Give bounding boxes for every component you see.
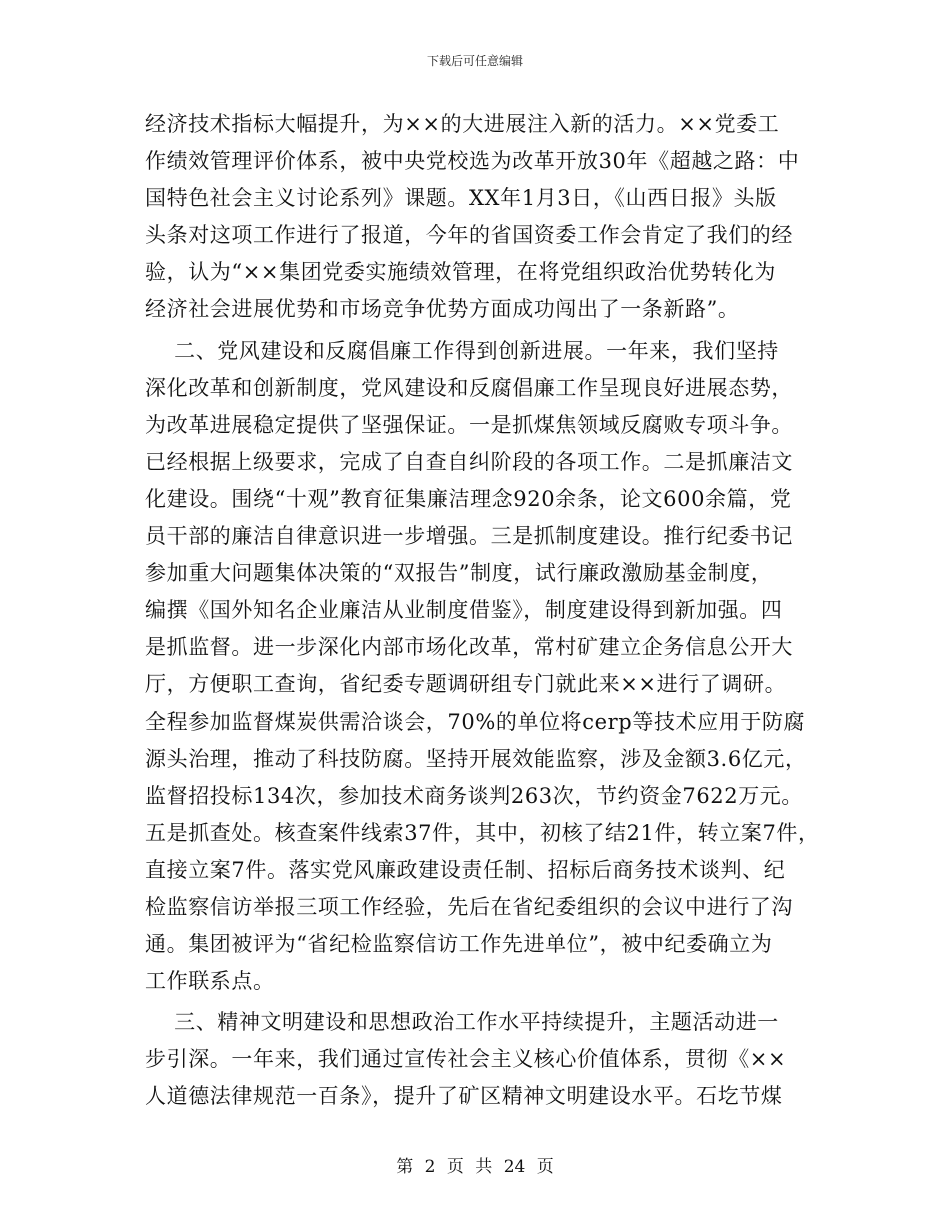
text-line: 头条对这项工作进行了报道，今年的省国资委工作会肯定了我们的经: [145, 223, 793, 248]
text-line: 厅，方便职工查询，省纪委专题调研组专门就此来××进行了调研。: [145, 672, 787, 697]
text-line: 五是抓查处。核查案件线索37件，其中，初核了结21件，转立案7件，: [145, 820, 820, 845]
text-line: 已经根据上级要求，完成了自查自纠阶段的各项工作。二是抓廉洁文: [145, 449, 793, 474]
text-line: 是抓监督。进一步深化内部市场化改革，常村矿建立企务信息公开大: [145, 635, 793, 660]
text-line: 经济社会进展优势和市场竞争优势方面成功闯出了一条新路”。: [145, 297, 740, 322]
text-line: 通。集团被评为“省纪检监察信访工作先进单位”，被中纪委确立为: [145, 932, 773, 957]
text-line: 源头治理，推动了科技防腐。坚持开展效能监察，涉及金额3.6亿元，: [145, 746, 807, 771]
text-line: 编撰《国外知名企业廉洁从业制度借鉴》，制度建设得到新加强。四: [145, 598, 783, 623]
text-line: 验，认为“××集团党委实施绩效管理，在将党组织政治优势转化为: [145, 260, 776, 285]
text-line: 深化改革和创新制度，党风建设和反腐倡廉工作呈现良好进展态势，: [145, 375, 793, 400]
text-line: 人道德法律规范一百条》，提升了矿区精神文明建设水平。石圪节煤: [145, 1084, 783, 1109]
text-line: 二、党风建设和反腐倡廉工作得到创新进展。一年来，我们坚持: [145, 338, 779, 363]
text-line: 工作联系点。: [145, 969, 275, 994]
paragraph-1: [145, 106, 810, 329]
paragraph-2: [145, 333, 820, 1001]
text-line: 检监察信访举报三项工作经验，先后在省纪委组织的会议中进行了沟: [145, 894, 793, 919]
text-line: 国特色社会主义讨论系列》课题。XX年1月3日，《山西日报》头版: [145, 186, 777, 211]
text-line: 直接立案7件。落实党风廉政建设责任制、招标后商务技术谈判、纪: [145, 857, 786, 882]
text-line: 步引深。一年来，我们通过宣传社会主义核心价值体系，贯彻《××: [145, 1047, 787, 1072]
text-line: 全程参加监督煤炭供需洽谈会，70%的单位将cerp等技术应用于防腐: [145, 709, 806, 734]
text-line: 参加重大问题集体决策的“双报告”制度，试行廉政激励基金制度，: [145, 561, 773, 586]
text-line: 员干部的廉洁自律意识进一步增强。三是抓制度建设。推行纪委书记: [145, 524, 793, 549]
text-line: 作绩效管理评价体系，被中央党校选为改革开放30年《超越之路：中: [145, 149, 800, 174]
page-header: 下载后可任意编辑: [426, 54, 523, 68]
document-body: [145, 106, 820, 1116]
text-line: 三、精神文明建设和思想政治工作水平持续提升，主题活动进一: [145, 1010, 779, 1035]
text-line: 经济技术指标大幅提升，为××的大进展注入新的活力。××党委工: [145, 112, 780, 136]
page-footer: 第 2 页 共 24 页: [396, 1157, 554, 1177]
text-line: 化建设。围绕“十观”教育征集廉洁理念920余条，论文600余篇，党: [145, 486, 792, 511]
paragraph-3: [145, 1004, 810, 1115]
text-line: 为改革进展稳定提供了坚强保证。一是抓煤焦领域反腐败专项斗争。: [145, 412, 793, 437]
text-line: 监督招投标134次，参加技术商务谈判263次，节约资金7622万元。: [145, 783, 804, 808]
